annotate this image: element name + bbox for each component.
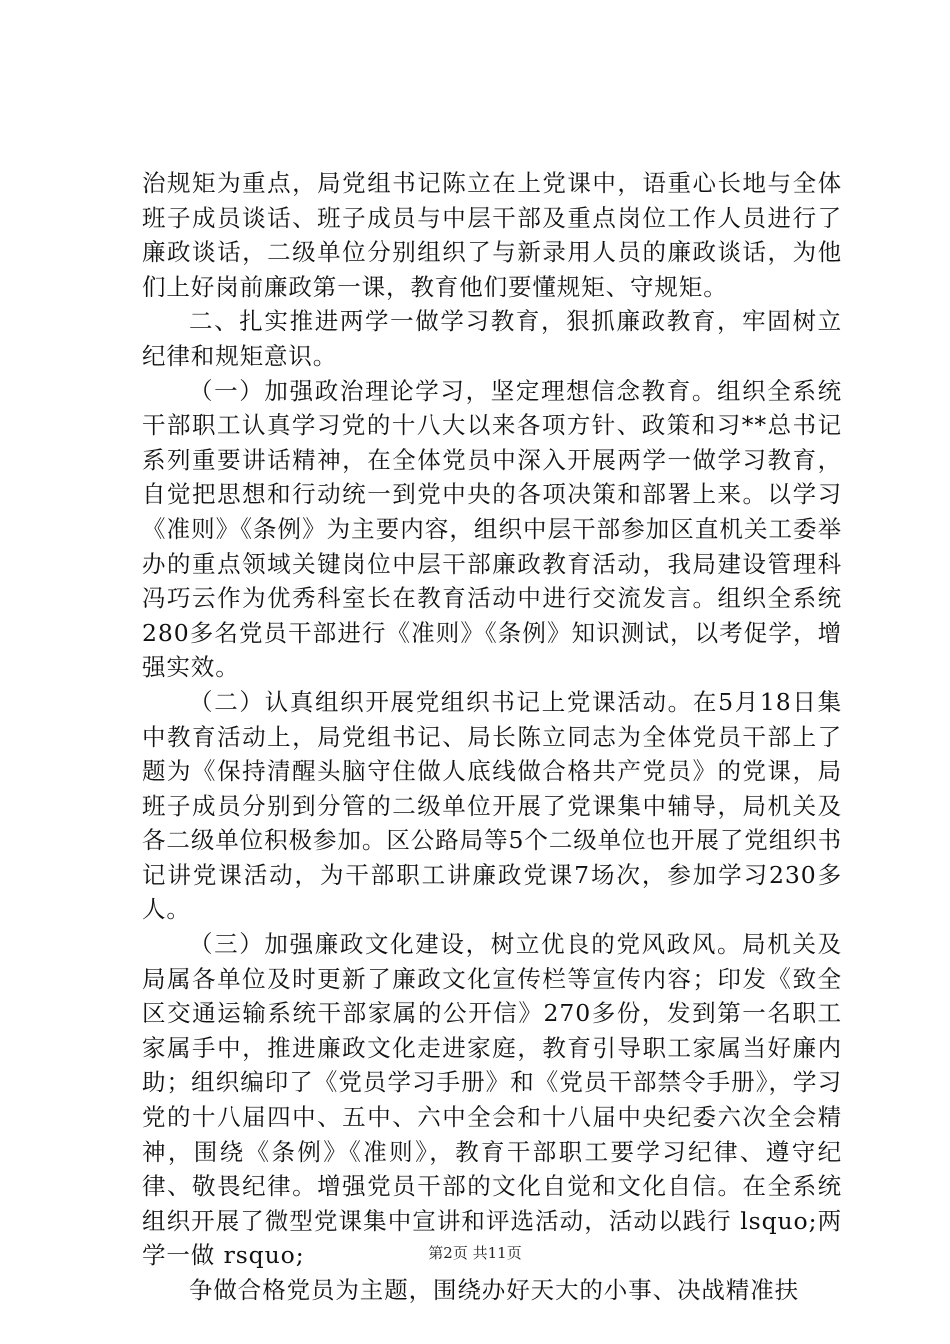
paragraph-4: （二）认真组织开展党组织书记上党课活动。在5月18日集中教育活动上，局党组书记、局长陈立同志为全体党员干部上了题为《保持清醒头脑守住做人底线做合格共产党员》的党课，局班子成员分别到分管的二级单位开展了党课集中辅导，局机关及各二级单位积极参加。区公路局等5个二级单位也开展了党组织书记讲党课活动，为干部职工讲廉政党课7场次，参加学习230多人。 — [142, 687, 842, 924]
paragraph-1: 治规矩为重点，局党组书记陈立在上党课中，语重心长地与全体班子成员谈话、班子成员与中层干部及重点岗位工作人员进行了廉政谈话，二级单位分别组织了与新录用人员的廉政谈话，为他们上好岗前廉政第一课，教育他们要懂规矩、守规矩。 — [142, 169, 842, 301]
document-body — [142, 166, 842, 1308]
paragraph-6: 争做合格党员为主题，围绕办好天大的小事、决战精准扶 — [189, 1276, 799, 1304]
paragraph-5: （三）加强廉政文化建设，树立优良的党风政风。局机关及局属各单位及时更新了廉政文化宣传栏等宣传内容；印发《致全区交通运输系统干部家属的公开信》270多份，发到第一名职工家属手中，推进廉政文化走进家庭，教育引导职工家属当好廉内助；组织编印了《党员学习手册》和《党员干部禁令手册》，学习党的十八届四中、五中、六中全会和十八届中央纪委六次全会精神，围绕《条例》《准则》，教育干部职工要学习纪律、遵守纪律、敬畏纪律。增强党员干部的文化自觉和文化自信。在全系统组织开展了微型党课集中宣讲和评选活动，活动以践行 lsquo;两学一做 rsquo; — [142, 930, 842, 1270]
page-footer: 第2页 共11页 — [428, 1244, 522, 1262]
paragraph-2: 二、扎实推进两学一做学习教育，狠抓廉政教育，牢固树立纪律和规矩意识。 — [142, 307, 842, 370]
paragraph-3: （一）加强政治理论学习，坚定理想信念教育。组织全系统干部职工认真学习党的十八大以来各项方针、政策和习**总书记系列重要讲话精神，在全体党员中深入开展两学一做学习教育，自觉把思想和行动统一到党中央的各项决策和部署上来。以学习《准则》《条例》为主要内容，组织中层干部参加区直机关工委举办的重点领域关键岗位中层干部廉政教育活动，我局建设管理科冯巧云作为优秀科室长在教育活动中进行交流发言。组织全系统280多名党员干部进行《准则》《条例》知识测试，以考促学，增强实效。 — [142, 376, 842, 682]
